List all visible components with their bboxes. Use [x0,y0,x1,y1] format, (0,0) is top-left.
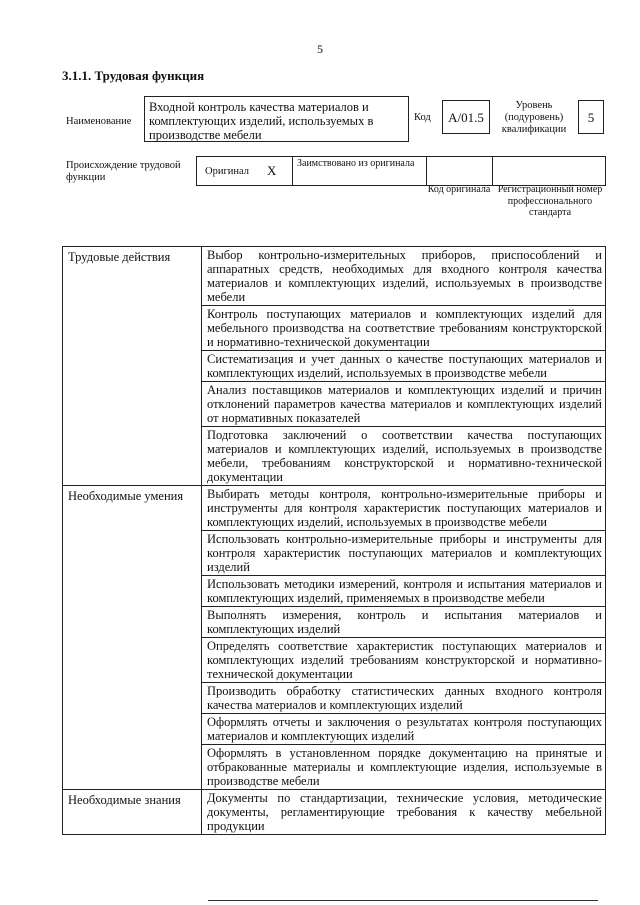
table-row [63,486,606,531]
section-label: Трудовые действия [63,247,202,486]
origin-label: Происхождение трудовой функции [66,160,181,183]
table-cell: Контроль поступающих материалов и комплектующих изделий для мебельного производства на соответствие требованиям конструкторской и нормативно-технической документации [202,306,606,351]
table-cell: Оформлять отчеты и заключения о результатах контроля поступающих материалов и комплектующих изделий [202,714,606,745]
bottom-divider [208,900,598,901]
section-title: 3.1.1. Трудовая функция [62,68,205,83]
code-label: Код [414,112,431,123]
table-cell: Выбор контрольно-измерительных приборов, приспособлений и аппаратных средств, необходимых для входного контроля качества материалов и комплектующих изделий, используемых в производстве мебели [202,247,606,306]
table-cell: Документы по стандартизации, технические условия, методические документы, регламентирующие требования к качеству мебельной продукции [202,790,606,835]
function-code: А/01.5 [442,100,490,134]
orig-code-label: Код оригинала [427,184,491,195]
qualification-level: 5 [578,100,604,134]
page-number: 5 [317,42,323,56]
origin-row [196,156,606,186]
table-cell: Анализ поставщиков материалов и комплектующих изделий и причин отклонений параметров качества материалов и комплектующих изделий от нормативных показателей [202,382,606,427]
table-cell: Производить обработку статистических данных входного контроля качества материалов и комплектующих изделий [202,683,606,714]
level-label: Уровень (подуровень) квалификации [501,100,567,135]
orig-code-cell [426,157,492,185]
borrowed-label: Заимствовано из оригинала [297,158,415,169]
table-cell: Оформлять в установленном порядке документацию на принятые и отбракованные материалы и комплектующие изделия, используемые в производстве мебели [202,745,606,790]
table-row [63,247,606,306]
section-label: Необходимые знания [63,790,202,835]
table-row [63,790,606,835]
reg-number-label: Регистрационный номер профессионального стандарта [497,184,603,218]
table-cell: Выбирать методы контроля, контрольно-измерительные приборы и инструменты для контроля характеристик поступающих материалов и комплектующих изделий, используемых в производстве мебели [202,486,606,531]
table-cell: Определять соответствие характеристик поступающих материалов и комплектующих изделий требованиям конструкторской и нормативно-технической документации [202,638,606,683]
section-label: Необходимые умения [63,486,202,790]
name-label: Наименование [66,116,132,127]
table-cell: Использовать контрольно-измерительные приборы и инструменты для контроля характеристик поступающих материалов и комплектующих изделий [202,531,606,576]
original-label: Оригинал [205,166,249,177]
table-cell: Выполнять измерения, контроль и испытания материалов и комплектующих изделий [202,607,606,638]
table-cell: Подготовка заключений о соответствии качества поступающих материалов и комплектующих изделий, используемых в производстве мебели, требованиям конструкторской и нормативно-технической документации [202,427,606,486]
table-cell: Использовать методики измерений, контроля и испытания материалов и комплектующих изделий, применяемых в производстве мебели [202,576,606,607]
original-mark: X [267,163,277,178]
reg-number-cell [492,157,606,185]
function-details-table [62,246,606,835]
table-cell: Систематизация и учет данных о качестве поступающих материалов и комплектующих изделий, используемых в производстве мебели [202,351,606,382]
function-name: Входной контроль качества материалов и комплектующих изделий, используемых в производстве мебели [144,96,409,142]
